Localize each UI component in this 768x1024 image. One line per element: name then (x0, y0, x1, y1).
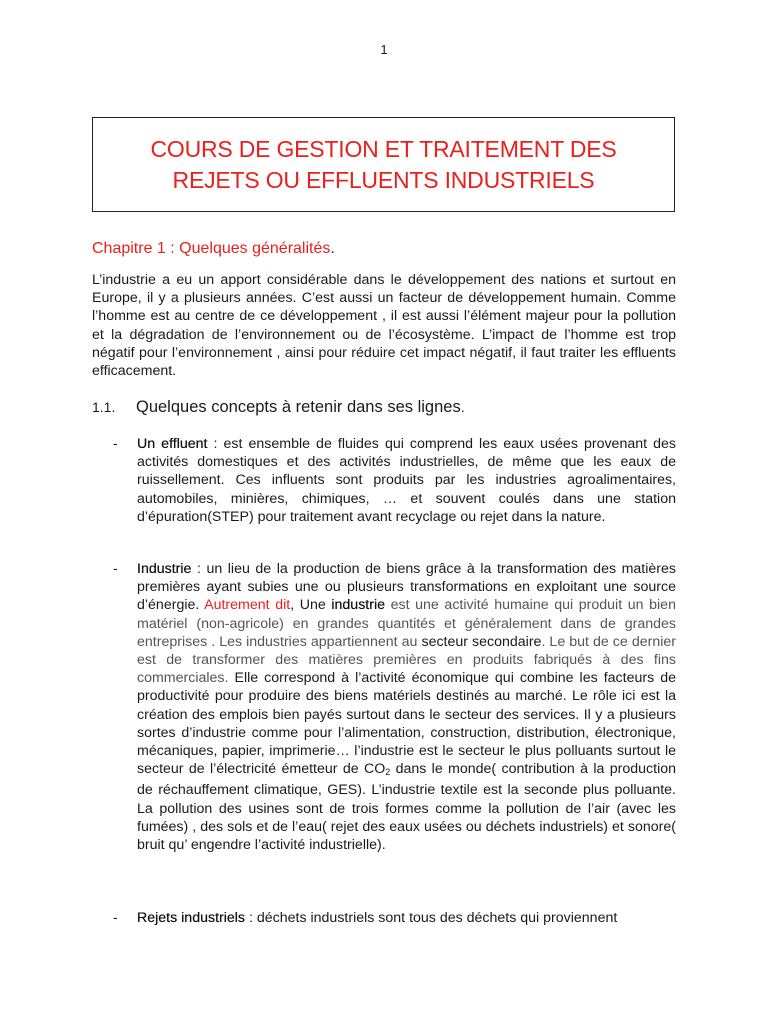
industrie-text-3: , Une (290, 597, 332, 614)
industrie-text-8: Elle correspond à l’activité économique qui combine les facteurs de productivité pour produire des biens matériels destinés au marché. Le rôle ici est la création des emplois bien payés surtout dans le secteur des services. Il y a plusieurs sortes d’industrie comme pour l’alimentation, construction, distribution, électronique, mécaniques, papier, imprimerie… l’industrie est le secteur le plus polluants surtout le secteur de l’électricité émetteur de CO (137, 670, 676, 778)
industrie-sep: : (191, 561, 207, 577)
effluent-item (137, 435, 676, 526)
effluent-text: est ensemble de fluides qui comprend les eaux usées provenant des activités domestiques et des activités industrielles, de même que les eaux de ruissellement. Ces influents sont produits par les industries agroalimentaires, automobiles, minières, chimiques, … et souvent coulés dans une station d’épuration(STEP) pour traitement avant recyclage ou rejet dans la nature. (137, 436, 676, 525)
title-line-1: COURS DE GESTION ET TRAITEMENT DES (150, 135, 617, 162)
chapter-heading (92, 240, 335, 258)
rejets-term: Rejets industriels (137, 910, 246, 926)
secteur-secondaire: secteur secondaire (421, 633, 542, 650)
autrement-dit: Autrement dit (204, 597, 291, 614)
bullet-dash: - (113, 909, 118, 925)
rejets-sep: : (245, 910, 257, 926)
industrie-text-9: dans le monde( contribution à la production de réchauffement climatique, GES). L’industrie textile est la seconde plus polluante. La pollution des usines sont de trois formes comme la pollution de l’air (avec les fumées) , des sols et de l’eau( rejet des eaux usées ou déchets industriels) et sonore( bruit qu’ engendre l’activité industrielle). (137, 761, 676, 854)
co2-subscript: 2 (385, 767, 391, 778)
section-dot: . (460, 399, 465, 415)
industrie-item (137, 560, 676, 854)
bullet-dash: - (113, 560, 118, 576)
section-heading (92, 398, 465, 417)
effluent-term: Un effluent (137, 436, 208, 452)
page-number: 1 (380, 42, 388, 57)
bullet-dash: - (113, 435, 118, 451)
rejets-item (137, 909, 676, 927)
industrie-term-inline: industrie (331, 597, 386, 614)
section-title: Quelques concepts à retenir dans ses lignes (136, 398, 461, 416)
rejets-text: déchets industriels sont tous des déchets qui proviennent (256, 910, 618, 926)
industrie-term: Industrie (137, 561, 192, 577)
effluent-sep: : (207, 436, 224, 452)
industrie-text-7: . Le but de ce dernier est de transformer des matières premières en produits fabriqués à des fins commerciales. (137, 633, 676, 687)
chapter-label: Chapitre 1 : Quelques généralités (92, 240, 331, 257)
title-line-2: REJETS OU EFFLUENTS INDUSTRIELS (172, 166, 595, 193)
section-number: 1.1. (92, 399, 116, 415)
intro-paragraph: L’industrie a eu un apport considérable dans le développement des nations et surtout en Europe, il y a plusieurs années. C’est aussi un facteur de développement humain. Comme l’homme est au centre de ce développement , il est aussi l’élément majeur pour la pollution et la dégradation de l’environnement ou de l’écosystème. L’impact de l’homme est trop négatif pour l’environnement , ainsi pour réduire cet impact négatif, il faut traiter les effluents efficacement. (92, 272, 676, 380)
industrie-text-5: est une activité humaine qui produit un bien matériel (non-agricole) en grandes quantités et généralement dans de grandes entreprises . Les industries appartiennent au (137, 597, 676, 650)
industrie-text-1: un lieu de la production de biens grâce à la transformation des matières premières ayant subies une ou plusieurs transformations en exploitant une source d’énergie. (137, 561, 676, 614)
title-box (92, 117, 675, 212)
chapter-dot: . (330, 240, 335, 257)
